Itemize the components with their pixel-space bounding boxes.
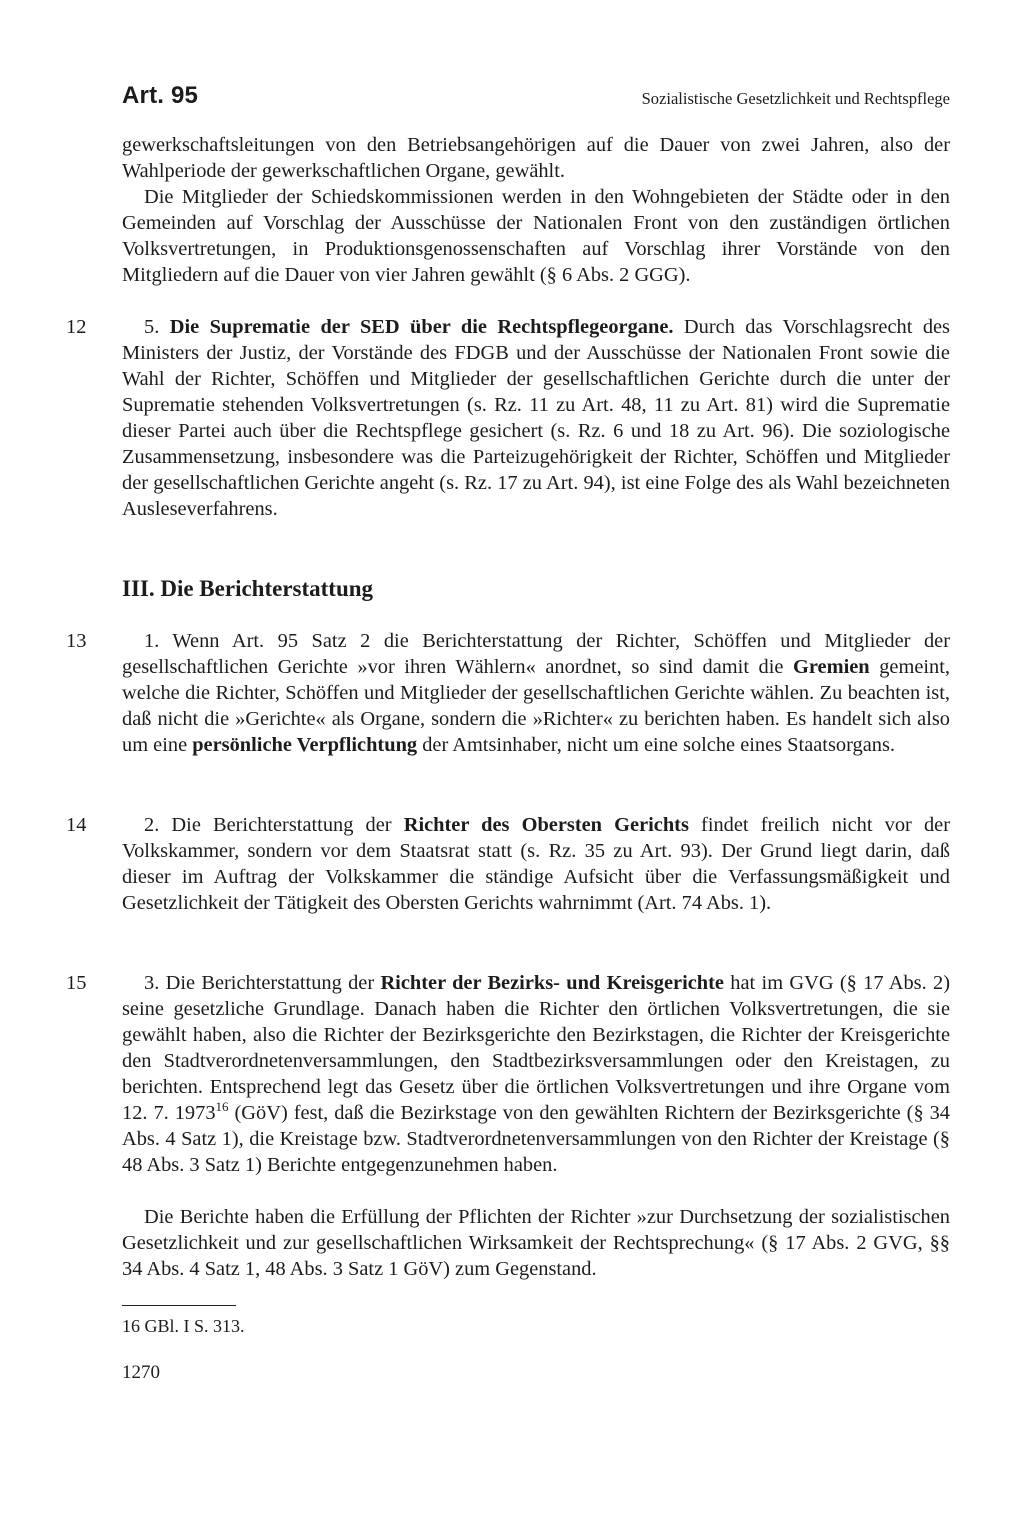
paragraph-12: [122, 314, 950, 522]
paragraph-14-text-1: 2. Die Berichterstattung der: [144, 814, 404, 836]
margin-number-13: 13: [66, 630, 87, 652]
paragraph-13: [122, 628, 950, 758]
page-number: 1270: [122, 1362, 160, 1383]
paragraph-12-number: 5.: [144, 316, 170, 338]
section-heading: III. Die Berichterstattung: [122, 576, 374, 601]
paragraph-13-text-1: 1. Wenn Art. 95 Satz 2 die Berichterstattung der Richter, Schöffen und Mitglieder der gesellschaftlichen Gerichte »vor ihren Wählern« anordnet, so sind damit die: [122, 630, 950, 678]
margin-number-14: 14: [66, 814, 87, 836]
footnote-divider: [122, 1305, 236, 1306]
page-header: [122, 82, 950, 116]
paragraph-12-heading: Die Suprematie der SED über die Rechtspflegeorgane.: [169, 316, 674, 338]
paragraph-14-bold-1: Richter des Obersten Gerichts: [403, 814, 689, 836]
paragraph-15-text-3: (GöV) fest, daß die Bezirkstage von den gewählten Richtern der Bezirksgerichte (§ 34 Abs. 4 Satz 1), die Kreistage bzw. Stadtverordnetenversammlungen von den Richter der Kreistage (§ 48 Abs. 3 Satz 1) Berichte entgegenzunehmen haben.: [122, 1102, 951, 1176]
paragraph-14: [122, 812, 950, 916]
paragraph-13-text-2: gemeint, welche die Richter, Schöffen und Mitglieder der gesellschaftlichen Gerichte wählen. Zu beachten ist, daß nicht die »Gerichte« als Organe, sondern die »Richter« zu berichten haben. Es handelt sich also um eine: [122, 656, 950, 756]
paragraph-13-bold-1: Gremien: [793, 656, 870, 678]
intro-paragraph: Die Mitglieder der Schiedskommissionen werden in den Wohngebieten der Städte oder in den Gemeinden auf Vorschlag der Ausschüsse der Nationalen Front von den zuständigen örtlichen Volksvertretungen, in Produktionsgenossenschaften auf Vorschlag ihrer Vorstände von den Mitgliedern auf die Dauer von vier Jahren gewählt (§ 6 Abs. 2 GGG).: [122, 186, 950, 286]
paragraph-15: [122, 970, 950, 1178]
paragraph-12-body: Durch das Vorschlagsrecht des Ministers der Justiz, der Vorstände des FDGB und der Ausschüsse der Nationalen Front sowie die Wahl der Richter, Schöffen und Mitglieder der gesellschaftlichen Gerichte durch die unter der Suprematie stehenden Volksvertretungen (s. Rz. 11 zu Art. 48, 11 zu Art. 81) wird die Suprematie dieser Partei auch über die Rechtspflege gesichert (s. Rz. 6 und 18 zu Art. 96). Die soziologische Zusammensetzung, insbesondere was die Parteizugehörigkeit der Richter, Schöffen und Mitglieder der gesellschaftlichen Gerichte angeht (s. Rz. 17 zu Art. 94), ist eine Folge des als Wahl bezeichneten Ausleseverfahrens.: [122, 316, 950, 520]
paragraph-15-text-2: hat im GVG (§ 17 Abs. 2) seine gesetzliche Grundlage. Danach haben die Richter den örtlichen Volksvertretungen, die sie gewählt haben, also die Richter der Bezirksgerichte den Bezirkstagen, die Richter der Kreisgerichte den Stadtverordnetenversammlungen, den Stadtbezirksversammlungen oder den Kreistagen, zu berichten. Entsprechend legt das Gesetz über die örtlichen Volksvertretungen und ihre Organe vom 12. 7. 1973: [122, 972, 950, 1124]
margin-number-15: 15: [66, 972, 87, 994]
paragraph-15-continuation: Die Berichte haben die Erfüllung der Pflichten der Richter »zur Durchsetzung der sozialistischen Gesetzlichkeit und zur gesellschaftlichen Wirksamkeit der Rechtsprechung« (§ 17 Abs. 2 GVG, §§ 34 Abs. 4 Satz 1, 48 Abs. 3 Satz 1 GöV) zum Gegenstand.: [122, 1206, 950, 1280]
paragraph-14-text-2: findet freilich nicht vor der Volkskammer, sondern vor dem Staatsrat statt (s. Rz. 35 zu Art. 93). Der Grund liegt darin, daß dieser im Auftrag der Volkskammer die ständige Aufsicht über die Verfassungsmäßigkeit und Gesetzlichkeit der Tätigkeit des Obersten Gerichts wahrnimmt (Art. 74 Abs. 1).: [122, 814, 950, 914]
margin-number-12: 12: [66, 316, 87, 338]
article-label: Art. 95: [122, 82, 199, 109]
footnote-reference[interactable]: 16: [215, 1099, 229, 1115]
footnote: 16 GBl. I S. 313.: [122, 1316, 245, 1336]
paragraph-13-bold-2: persönliche Verpflichtung: [192, 734, 418, 756]
paragraph-15-bold-1: Richter der Bezirks- und Kreisgerichte: [380, 972, 724, 994]
running-title: Sozialistische Gesetzlichkeit und Rechtspflege: [641, 89, 950, 108]
paragraph-13-text-3: der Amtsinhaber, nicht um eine solche eines Staatsorgans.: [417, 734, 895, 756]
intro-continuation: gewerkschaftsleitungen von den Betriebsangehörigen auf die Dauer von zwei Jahren, also der Wahlperiode der gewerkschaftlichen Organe, gewählt.: [122, 134, 950, 182]
paragraph-15-text-1: 3. Die Berichterstattung der: [144, 972, 381, 994]
